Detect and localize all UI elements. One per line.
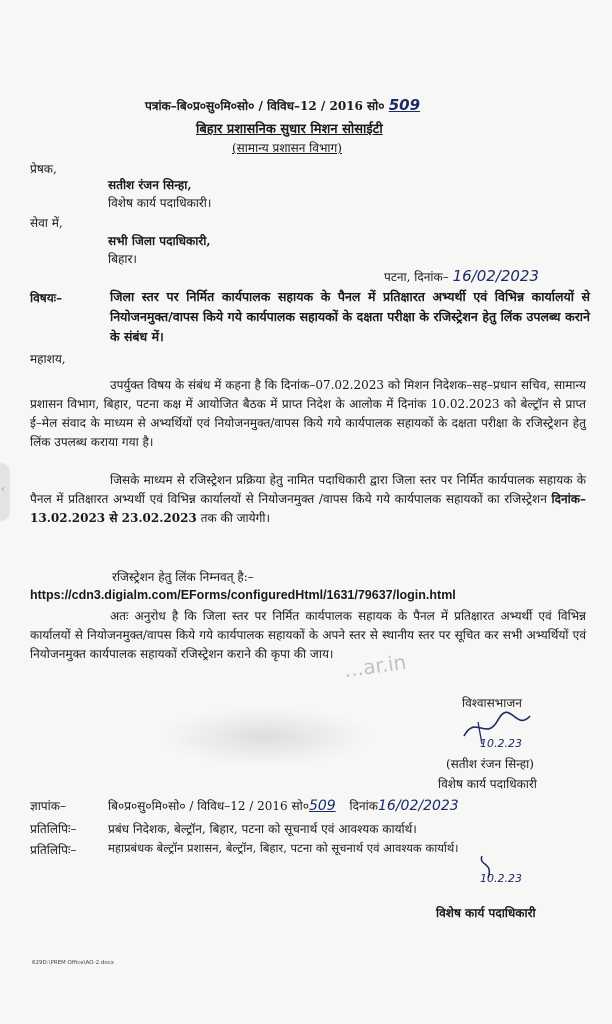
memo-date-handwritten: 16/02/2023 <box>378 798 459 814</box>
sender-name: सतीश रंजन सिन्हा, <box>108 178 192 192</box>
subject-text: जिला स्तर पर निर्मित कार्यपालक सहायक के पैनल में प्रतिक्षारत अभ्यर्थी एवं विभिन्न कार्यालयों से नियोजनमुक्त/वापस किये गये कार्यपालक सहायकों के दक्षता परीक्षा के रजिस्ट्रेशन हेतु लिंक उपलब्ध कराने के संबंध में। <box>110 289 590 344</box>
registration-period: दिनांक–13.02.2023 से 23.02.2023 <box>30 492 586 525</box>
copy1-label: प्रतिलिपिः– <box>30 822 77 836</box>
paragraph-3: अतः अनुरोध है कि जिला स्तर पर निर्मित कार्यपालक सहायक के पैनल में प्रतिक्षारत अभ्यर्थी एवं विभिन्न कार्यालयों से नियोजनमुक्त/वापस किये गये कार्यपालक सहायकों के अपने स्तर से स्थानीय स्तर पर सूचित कर सभी अभ्यर्थियों एवं नियोजनमुक्त कार्यपालक सहायकों रजिस्ट्रेशन कराने की कृपा की जाय। <box>30 609 586 661</box>
organization-title: बिहार प्रशासनिक सुधार मिशन सोसाईटी <box>196 122 383 137</box>
recipient-place: बिहार। <box>108 252 137 266</box>
date-handwritten: 16/02/2023 <box>452 267 540 285</box>
memo-label: ज्ञापांक– <box>30 799 66 813</box>
paragraph-2-end: तक की जायेगी। <box>200 511 271 525</box>
registration-link[interactable]: https://cdn3.digialm.com/EForms/configuredHtml/1631/79637/login.html <box>30 588 456 602</box>
paragraph-2 <box>30 471 586 528</box>
date-line <box>384 267 539 285</box>
department-name: (सामान्य प्रशासन विभाग) <box>232 141 342 155</box>
memo-reference <box>108 797 459 814</box>
recipient-label: सेवा में, <box>30 216 63 230</box>
signatory-name: (सतीश रंजन सिन्हा) <box>446 757 534 771</box>
watermark-text: ...ar.in <box>342 649 408 683</box>
closing: विश्वासभाजन <box>462 696 522 710</box>
copy2-text: महाप्रबंधक बेल्ट्रॉन प्रशासन, बेल्ट्रॉन, बिहार, पटना को सूचनार्थ एवं आवश्यक कार्यार्थ। <box>108 841 459 855</box>
sender-designation: विशेष कार्य पदाधिकारी। <box>108 196 212 210</box>
letter-number <box>145 96 420 114</box>
memo-initial-date: 10.2.23 <box>480 872 522 885</box>
file-path: 629D:\PREM Office\AO-2.docx <box>32 960 114 966</box>
letter-number-prefix: पत्रांक–बि०प्र०सु०मि०सो० / विविध–12 / 2016 सो० <box>145 99 385 113</box>
signature-date: 10.2.23 <box>480 737 522 750</box>
signatory-designation: विशेष कार्य पदाधिकारी <box>438 777 537 791</box>
redaction-smudge <box>160 708 370 766</box>
subject-label: विषयः– <box>30 291 63 305</box>
letter-number-handwritten: 509 <box>388 96 421 114</box>
copy1-text: प्रबंध निदेशक, बेल्ट्रॉन, बिहार, पटना को सूचनार्थ एवं आवश्यक कार्यार्थ। <box>108 822 417 836</box>
side-panel-handle[interactable]: ‹ <box>0 464 8 520</box>
memo-ref-text: बि०प्र०सु०मि०सो० / विविध–12 / 2016 सो० <box>108 799 309 813</box>
date-prefix: पटना, दिनांक– <box>384 270 449 284</box>
memo-date-prefix: दिनांक <box>349 799 379 813</box>
recipient-name: सभी जिला पदाधिकारी, <box>108 234 211 248</box>
copy2-label: प्रतिलिपिः– <box>30 843 77 857</box>
sender-label: प्रेषक, <box>30 162 57 176</box>
paragraph-1: उपर्युक्त विषय के संबंध में कहना है कि दिनांक–07.02.2023 को मिशन निदेशक–सह–प्रधान सचिव, सामान्य प्रशासन विभाग, बिहार, पटना कक्ष में आयोजित बैठक में प्राप्त निदेश के आलोक में दिनांक 10.02.2023 को बेल्ट्रॉन से प्राप्त ई–मेल संवाद के माध्यम से अभ्यर्थियों एवं नियोजनमुक्त/वापस किये गये कार्यपालक सहायकों के दक्षता परीक्षा के रजिस्ट्रेशन हेतु लिंक उपलब्ध कराया गया है। <box>30 378 586 449</box>
paragraph-2-text: जिसके माध्यम से रजिस्ट्रेशन प्रक्रिया हेतु नामित पदाधिकारी द्वारा जिला स्तर पर निर्मित कार्यपालक सहायक के पैनल में प्रतिक्षारत अभ्यर्थी एवं विभिन्न कार्यालयों से नियोजनमुक्त /वापस किये गये कार्यपालक सहायकों का रजिस्ट्रेशन <box>30 473 586 506</box>
memo-ref-handwritten: 509 <box>308 798 336 814</box>
link-intro: रजिस्ट्रेशन हेतु लिंक निम्नवत् है:– <box>112 570 254 584</box>
salutation: महाशय, <box>30 352 66 366</box>
memo-signatory-designation: विशेष कार्य पदाधिकारी <box>436 906 536 920</box>
